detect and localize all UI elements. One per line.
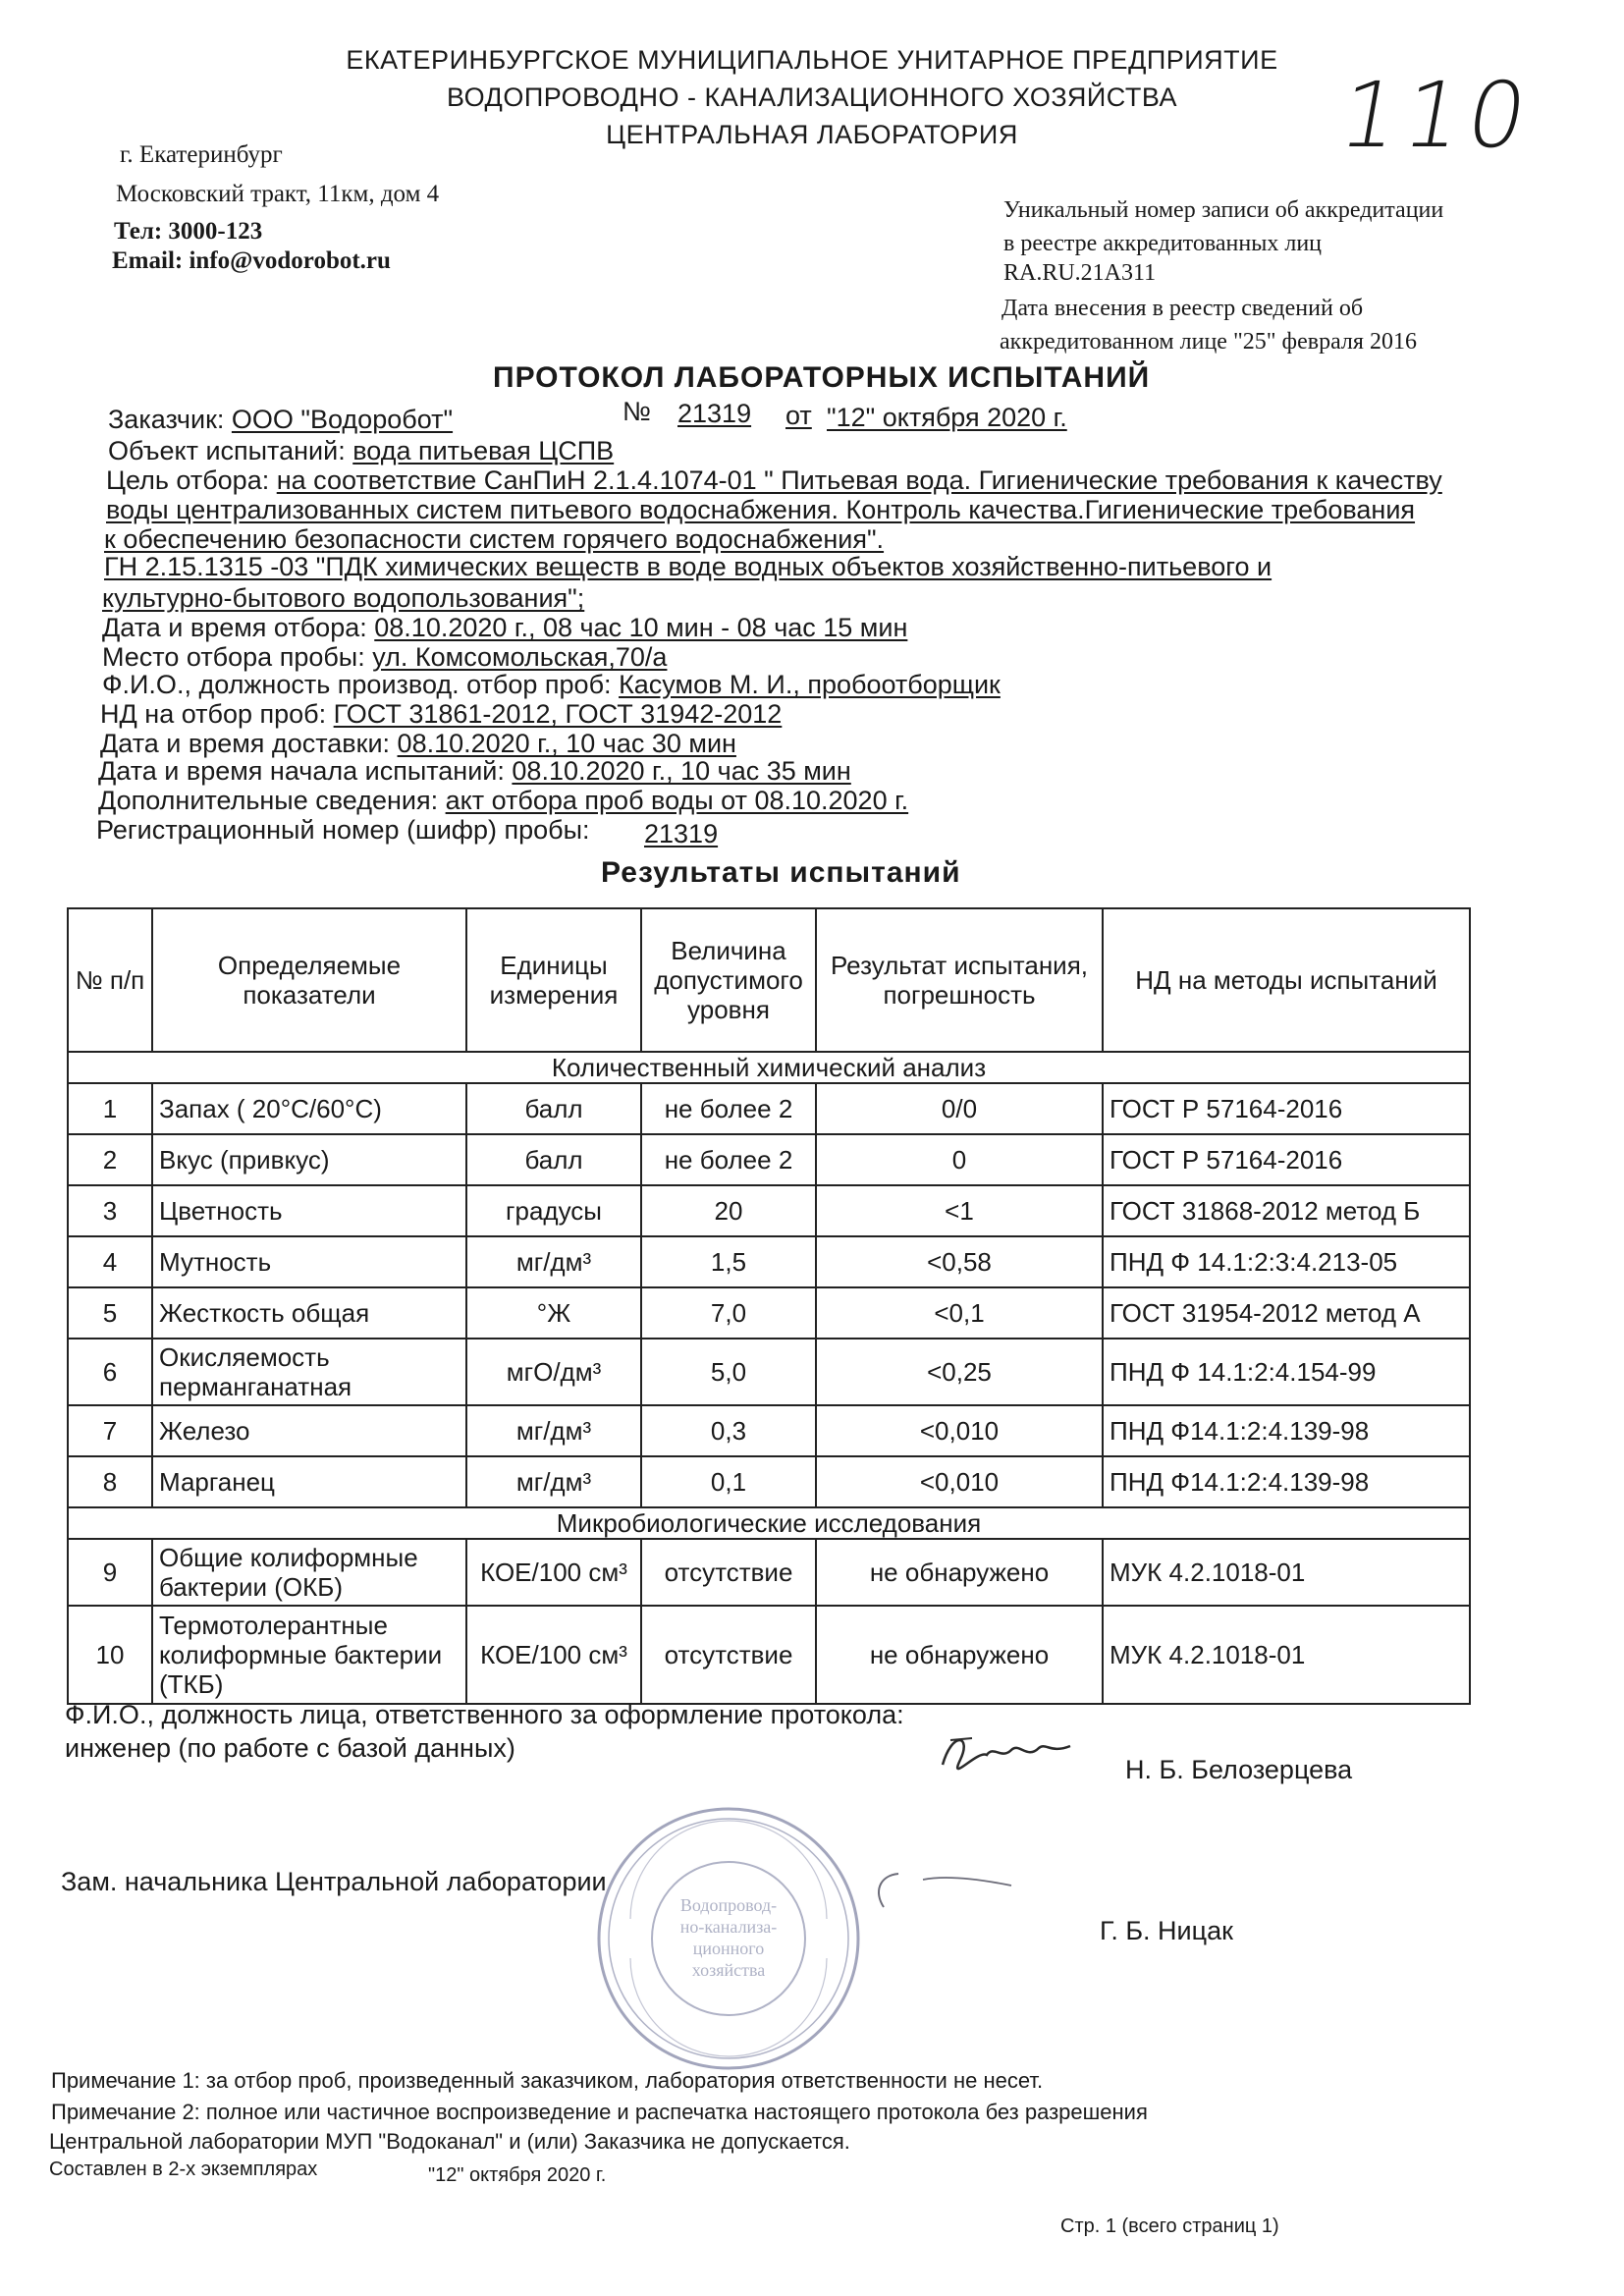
row-unit: мг/дм³ [466,1456,641,1507]
sampling-place-value: ул. Комсомольская,70/а [372,642,668,672]
purpose-value-1: на соответствие СанПиН 2.1.4.1074-01 " Питьевая вода. Гигиенические требования к качеству [276,465,1442,495]
row-num: 1 [68,1083,152,1134]
org-name-line1: ЕКАТЕРИНБУРГСКОЕ МУНИЦИПАЛЬНОЕ УНИТАРНОЕ ПРЕДПРИЯТИЕ [346,45,1278,75]
row-param: Жесткость общая [152,1287,466,1339]
object-field: Объект испытаний: вода питьевая ЦСПВ [108,436,615,465]
row-limit: 1,5 [641,1236,816,1287]
row-unit: мг/дм³ [466,1405,641,1456]
row-param: Железо [152,1405,466,1456]
accreditation-number: RA.RU.21A311 [1003,260,1157,286]
delivery-value: 08.10.2020 г., 10 час 30 мин [397,729,736,758]
row-param: Термотолерантные колиформные бактерии (ТКБ) [152,1606,466,1704]
header-limit: Величина допустимого уровня [641,908,816,1052]
results-title: Результаты испытаний [601,856,961,889]
row-result: 0/0 [816,1083,1103,1134]
row-num: 5 [68,1287,152,1339]
purpose-value-4: ГН 2.15.1315 -03 "ПДК химических веществ в воде водных объектов хозяйственно-питьевого и [104,552,1272,581]
row-num: 9 [68,1539,152,1606]
row-param: Марганец [152,1456,466,1507]
table-row [68,1405,1470,1456]
note-1: Примечание 1: за отбор проб, произведенный заказчиком, лаборатория ответственности не несет. [51,2068,1044,2093]
results-table [67,907,1471,1705]
section-row-micro [68,1507,1470,1539]
row-result: <0,58 [816,1236,1103,1287]
row-method: ГОСТ 31954-2012 метод А [1103,1287,1470,1339]
test-start-field: Дата и время начала испытаний: 08.10.2020 г., 10 час 35 мин [98,756,851,786]
row-method: ГОСТ Р 57164-2016 [1103,1134,1470,1185]
row-method: ПНД Ф14.1:2:4.139-98 [1103,1405,1470,1456]
organization-stamp [591,1801,866,2076]
row-param: Запах ( 20°С/60°С) [152,1083,466,1134]
row-param: Мутность [152,1236,466,1287]
row-limit: отсутствие [641,1606,816,1704]
row-num: 4 [68,1236,152,1287]
page-counter: Стр. 1 (всего страниц 1) [1060,2215,1279,2237]
purpose-value-2: воды централизованных систем питьевого водоснабжения. Контроль качества.Гигиенические требования [106,495,1416,524]
row-result: <0,1 [816,1287,1103,1339]
row-limit: не более 2 [641,1134,816,1185]
row-result: <0,25 [816,1339,1103,1405]
address-phone: Тел: 3000-123 [114,218,263,245]
row-result: 0 [816,1134,1103,1185]
row-num: 7 [68,1405,152,1456]
extra-info-field: Дополнительные сведения: акт отбора проб воды от 08.10.2020 г. [98,786,909,815]
row-unit: балл [466,1134,641,1185]
reg-number-value: 21319 [644,819,719,848]
sampler-field: Ф.И.О., должность производ. отбор проб: Касумов М. И., пробоотборщик [102,670,1001,699]
section-micro: Микробиологические исследования [68,1507,1470,1539]
test-start-value: 08.10.2020 г., 10 час 35 мин [512,756,851,786]
protocol-number: 21319 [677,399,752,428]
address-email: Email: info@vodorobot.ru [112,247,391,274]
row-num: 10 [68,1606,152,1704]
svg-text:но-канализа-: но-канализа- [679,1917,778,1937]
table-row [68,1185,1470,1236]
row-method: ПНД Ф 14.1:2:3:4.213-05 [1103,1236,1470,1287]
responsible-name: Н. Б. Белозерцева [1125,1755,1353,1784]
row-method: ПНД Ф 14.1:2:4.154-99 [1103,1339,1470,1405]
row-limit: 5,0 [641,1339,816,1405]
copies-note: Составлен в 2-х экземплярах [49,2159,318,2180]
row-num: 8 [68,1456,152,1507]
row-unit: мгО/дм³ [466,1339,641,1405]
table-row [68,1339,1470,1405]
table-row [68,1606,1470,1704]
deputy-name: Г. Б. Ницак [1100,1916,1233,1945]
row-limit: отсутствие [641,1539,816,1606]
protocol-number-label: № [623,397,651,426]
handwritten-page-number: 110 [1331,63,1542,168]
row-param: Общие колиформные бактерии (ОКБ) [152,1539,466,1606]
sampling-place-field: Место отбора пробы: ул. Комсомольская,70/а [102,642,668,672]
table-row [68,1083,1470,1134]
row-result: не обнаружено [816,1539,1103,1606]
note-2: Примечание 2: полное или частичное воспроизведение и распечатка настоящего протокола без разрешения [51,2100,1148,2124]
sampling-datetime-field: Дата и время отбора: 08.10.2020 г., 08 час 10 мин - 08 час 15 мин [102,613,908,642]
header-num: № п/п [68,908,152,1052]
row-limit: 0,3 [641,1405,816,1456]
delivery-field: Дата и время доставки: 08.10.2020 г., 10 час 30 мин [100,729,736,758]
row-num: 6 [68,1339,152,1405]
sampler-value: Касумов М. И., пробоотборщик [619,670,1001,699]
accreditation-line4: Дата внесения в реестр сведений об [1001,296,1364,321]
row-limit: 20 [641,1185,816,1236]
reg-number-field: Регистрационный номер (шифр) пробы: [96,815,590,845]
row-method: ГОСТ Р 57164-2016 [1103,1083,1470,1134]
section-row-chem [68,1052,1470,1083]
org-name-line2: ВОДОПРОВОДНО - КАНАЛИЗАЦИОННОГО ХОЗЯЙСТВА [447,82,1177,112]
svg-text:ционного: ционного [692,1939,765,1958]
row-limit: 0,1 [641,1456,816,1507]
row-limit: не более 2 [641,1083,816,1134]
responsible-position: инженер (по работе с базой данных) [65,1733,515,1763]
row-num: 2 [68,1134,152,1185]
extra-info-value: акт отбора проб воды от 08.10.2020 г. [445,786,909,815]
row-unit: °Ж [466,1287,641,1339]
row-limit: 7,0 [641,1287,816,1339]
svg-text:хозяйства: хозяйства [691,1960,766,1980]
row-unit: балл [466,1083,641,1134]
header-method: НД на методы испытаний [1103,908,1470,1052]
copies-date: "12" октября 2020 г. [428,2164,607,2186]
purpose-value-5: культурно-бытового водопользования"; [102,583,585,613]
responsible-signature [933,1721,1080,1779]
row-result: <1 [816,1185,1103,1236]
row-param: Окисляемость перманганатная [152,1339,466,1405]
purpose-value-3: к обеспечению безопасности систем горячего водоснабжения". [104,524,885,554]
accreditation-line1: Уникальный номер записи об аккредитации [1003,197,1444,223]
row-method: МУК 4.2.1018-01 [1103,1606,1470,1704]
responsible-label: Ф.И.О., должность лица, ответственного за оформление протокола: [65,1700,904,1729]
row-unit: градусы [466,1185,641,1236]
table-row [68,1134,1470,1185]
sampling-datetime-value: 08.10.2020 г., 08 час 10 мин - 08 час 15 мин [374,613,908,642]
customer-value: ООО "Водоробот" [231,405,454,434]
row-param: Вкус (привкус) [152,1134,466,1185]
row-unit: мг/дм³ [466,1236,641,1287]
row-unit: КОЕ/100 см³ [466,1539,641,1606]
svg-text:Водопровод-: Водопровод- [679,1895,778,1915]
deputy-signature [864,1868,1031,1917]
row-result: <0,010 [816,1456,1103,1507]
deputy-title: Зам. начальника Центральной лаборатории [61,1867,607,1896]
row-param: Цветность [152,1185,466,1236]
address-street: Московский тракт, 11км, дом 4 [116,181,440,207]
table-row [68,1287,1470,1339]
sampling-nd-value: ГОСТ 31861-2012, ГОСТ 31942-2012 [333,699,783,729]
org-name-line3: ЦЕНТРАЛЬНАЯ ЛАБОРАТОРИЯ [606,120,1018,149]
accreditation-line2: в реестре аккредитованных лиц [1003,231,1322,256]
note-3: Центральной лаборатории МУП "Водоканал" и (или) Заказчика не допускается. [49,2129,850,2154]
header-result: Результат испытания, погрешность [816,908,1103,1052]
table-row [68,1539,1470,1606]
table-row [68,1456,1470,1507]
row-method: ГОСТ 31868-2012 метод Б [1103,1185,1470,1236]
header-param: Определяемые показатели [152,908,466,1052]
table-row [68,1236,1470,1287]
row-num: 3 [68,1185,152,1236]
address-city: г. Екатеринбург [120,141,283,168]
accreditation-line5: аккредитованном лице "25" февраля 2016 [1000,329,1417,355]
object-value: вода питьевая ЦСПВ [352,436,615,465]
header-units: Единицы измерения [466,908,641,1052]
table-header-row [68,908,1470,1052]
row-result: <0,010 [816,1405,1103,1456]
protocol-date-label: от [785,401,812,430]
row-method: МУК 4.2.1018-01 [1103,1539,1470,1606]
section-chem: Количественный химический анализ [68,1052,1470,1083]
row-unit: КОЕ/100 см³ [466,1606,641,1704]
row-result: не обнаружено [816,1606,1103,1704]
row-method: ПНД Ф14.1:2:4.139-98 [1103,1456,1470,1507]
sampling-nd-field: НД на отбор проб: ГОСТ 31861-2012, ГОСТ 31942-2012 [100,699,783,729]
purpose-field: Цель отбора: на соответствие СанПиН 2.1.4.1074-01 " Питьевая вода. Гигиенические требования к качеству [106,465,1442,495]
customer-field: Заказчик: ООО "Водоробот" [108,405,454,434]
protocol-date: "12" октября 2020 г. [827,403,1067,432]
protocol-title: ПРОТОКОЛ ЛАБОРАТОРНЫХ ИСПЫТАНИЙ [493,361,1151,394]
